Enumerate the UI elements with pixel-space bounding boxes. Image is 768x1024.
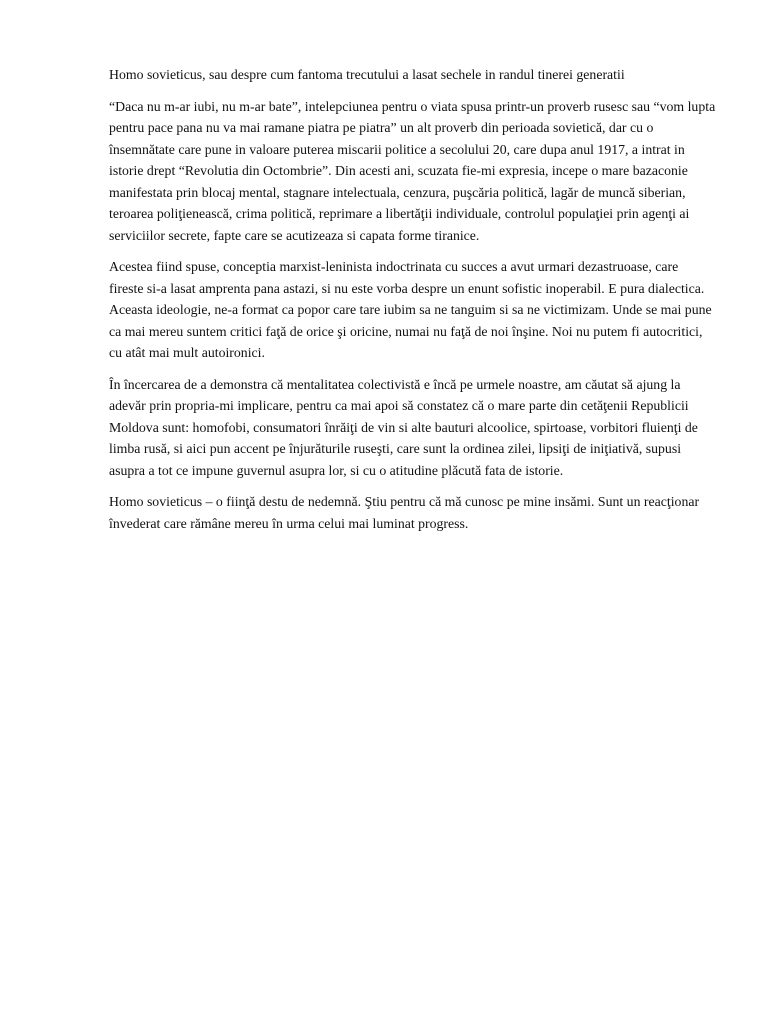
paragraph-1: “Daca nu m-ar iubi, nu m-ar bate”, intelepciunea pentru o viata spusa printr-un proverb rusesc sau “vom lupta pentru pace pana nu va mai ramane piatra pe piatra” un alt proverb din perioada sovietică, dar cu o însemnătate care pune in valoare puterea miscarii politice a secolului 20, care dupa anul 1917, a intrat in istorie drept “Revolutia din Octombrie”. Din acesti ani, scuzata fie-mi expresia, incepe o mare bazaconie manifestata prin blocaj mental, stagnare intelectuala, cenzura, puşcăria politică, lagăr de muncă siberian, teroarea poliţienească, crima politică, reprimare a libertăţii individuale, controlul populaţiei prin agenţi ai serviciilor secrete, fapte care se acutizeaza si capata forme tiranice.: [109, 98, 716, 243]
document-body: [109, 64, 716, 544]
document-title: Homo sovieticus, sau despre cum fantoma trecutului a lasat sechele in randul tinerei generatii: [109, 67, 625, 82]
paragraph-2: Acestea fiind spuse, conceptia marxist-leninista indoctrinata cu succes a avut urmari dezastruoase, care fireste si-a lasat amprenta pana astazi, si nu este vorba despre un enunt sofistic inoperabil. E pura dialectica. Aceasta ideologie, ne-a format ca popor care tare iubim sa ne tanguim si sa ne victimizam. Unde se mai pune ca mai mereu suntem critici faţă de orice şi oricine, numai nu faţă de noi înşine. Noi nu putem fi autocritici, cu atât mai mult autoironici.: [109, 259, 712, 360]
paragraph-4: Homo sovieticus – o fiinţă destu de nedemnă. Ştiu pentru că mă cunosc pe mine insămi. Sunt un reacţionar învederat care rămâne mereu în urma celui mai luminat progress.: [109, 494, 700, 531]
paragraph-3: În încercarea de a demonstra că mentalitatea colectivistă e încă pe urmele noastre, am căutat să ajung la adevăr prin propria-mi implicare, pentru ca mai apoi să constatez că o mare parte din cetăţenii Republicii Moldova sunt: homofobi, consumatori înrăiţi de vin si alte bauturi alcoolice, spirtoase, vorbitori fluienţi de limba rusă, si aici pun accent pe înjurăturile ruseşti, care sunt la ordinea zilei, lipsiţi de iniţiativă, supusi asupra a tot ce impune guvernul asupra lor, si cu o atitudine plăcută fata de istorie.: [109, 376, 698, 478]
